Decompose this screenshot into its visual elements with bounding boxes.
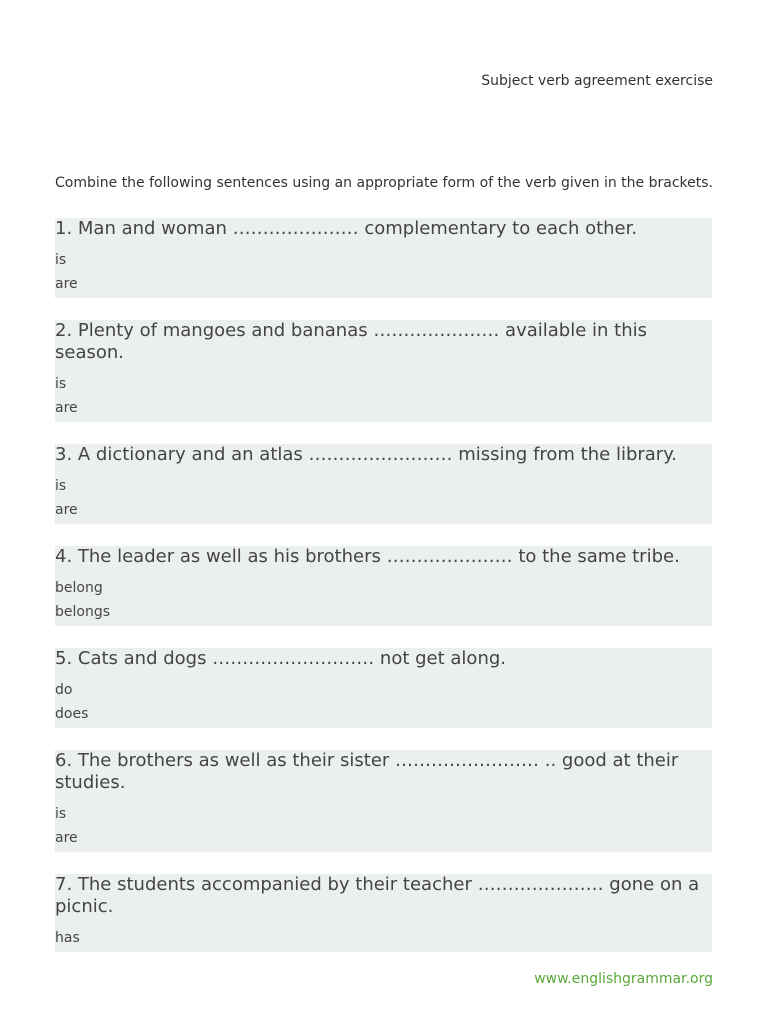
answer-option[interactable]: does — [55, 706, 89, 722]
answer-option[interactable]: is — [55, 806, 67, 822]
question-text: 1. Man and woman ………………… complementary to each other. — [55, 218, 638, 239]
answer-option[interactable]: is — [55, 252, 67, 268]
question-item — [55, 444, 712, 524]
question-text: 3. A dictionary and an atlas …………………… missing from the library. — [55, 444, 678, 465]
question-text: 4. The leader as well as his brothers ………………… to the same tribe. — [55, 546, 680, 567]
question-text: 6. The brothers as well as their sister …………………… .. good at their studies. — [55, 750, 679, 793]
question-text: 5. Cats and dogs ……………………… not get along. — [55, 648, 507, 669]
question-item — [55, 874, 712, 952]
answer-option[interactable]: are — [55, 830, 78, 846]
question-item — [55, 750, 712, 852]
question-item — [55, 546, 712, 626]
answer-option[interactable]: has — [55, 930, 80, 946]
page-title: Subject verb agreement exercise — [481, 73, 713, 89]
site-link[interactable]: www.englishgrammar.org — [534, 971, 713, 987]
instructions: Combine the following sentences using an appropriate form of the verb given in the brackets. — [55, 175, 713, 191]
question-item — [55, 320, 712, 422]
answer-option[interactable]: are — [55, 276, 78, 292]
question-item — [55, 648, 712, 728]
answer-option[interactable]: is — [55, 478, 67, 494]
answer-option[interactable]: belongs — [55, 604, 111, 620]
question-item — [55, 218, 712, 298]
question-text: 7. The students accompanied by their teacher ………………… gone on a picnic. — [55, 874, 700, 917]
answer-option[interactable]: is — [55, 376, 67, 392]
question-list — [55, 218, 712, 974]
answer-option[interactable]: do — [55, 682, 73, 698]
answer-option[interactable]: are — [55, 400, 78, 416]
answer-option[interactable]: belong — [55, 580, 103, 596]
question-text: 2. Plenty of mangoes and bananas ………………… available in this season. — [55, 320, 648, 363]
answer-option[interactable]: are — [55, 502, 78, 518]
